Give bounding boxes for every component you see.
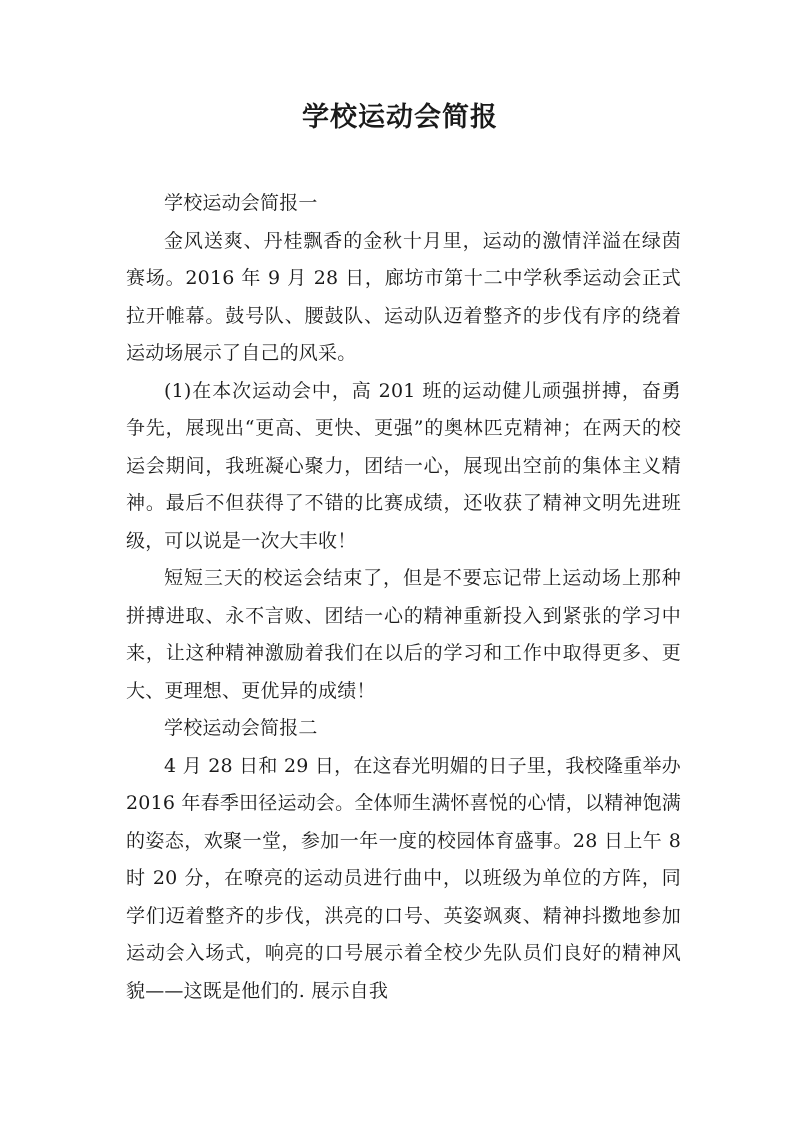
document-body [126,185,681,1010]
paragraph: 4 月 28 日和 29 日，在这春光明媚的日子里，我校隆重举办 2016 年春季田径运动会。全体师生满怀喜悦的心情，以精神饱满的姿态，欢聚一堂，参加一年一度的校园体育盛事。28 日上午 8 时 20 分，在嘹亮的运动员进行曲中，以班级为单位的方阵，同学们迈着整齐的步伐，洪亮的口号、英姿飒爽、精神抖擞地参加运动会入场式，响亮的口号展示着全校少先队员们良好的精神风貌——这既是他们的. 展示自我 [126,754,681,1002]
document-title: 学校运动会简报 [302,102,498,133]
paragraph: 金风送爽、丹桂飘香的金秋十月里，运动的激情洋溢在绿茵赛场。2016 年 9 月 28 日，廊坊市第十二中学秋季运动会正式拉开帷幕。鼓号队、腰鼓队、运动队迈着整齐的步伐有序的绕着运动场展示了自己的风采。 [126,229,681,364]
section-heading-1: 学校运动会简报一 [164,192,318,214]
paragraph: (1)在本次运动会中，高 201 班的运动健儿顽强拼搏，奋勇争先，展现出“更高、更快、更强”的奥林匹克精神；在两天的校运会期间，我班凝心聚力，团结一心，展现出空前的集体主义精神。最后不但获得了不错的比赛成绩，还收获了精神文明先进班级，可以说是一次大丰收！ [126,379,681,552]
paragraph: 短短三天的校运会结束了，但是不要忘记带上运动场上那种拼搏进取、永不言败、团结一心的精神重新投入到紧张的学习中来，让这种精神激励着我们在以后的学习和工作中取得更多、更大、更理想、更优异的成绩！ [126,567,681,702]
section-heading-2: 学校运动会简报二 [164,717,318,739]
